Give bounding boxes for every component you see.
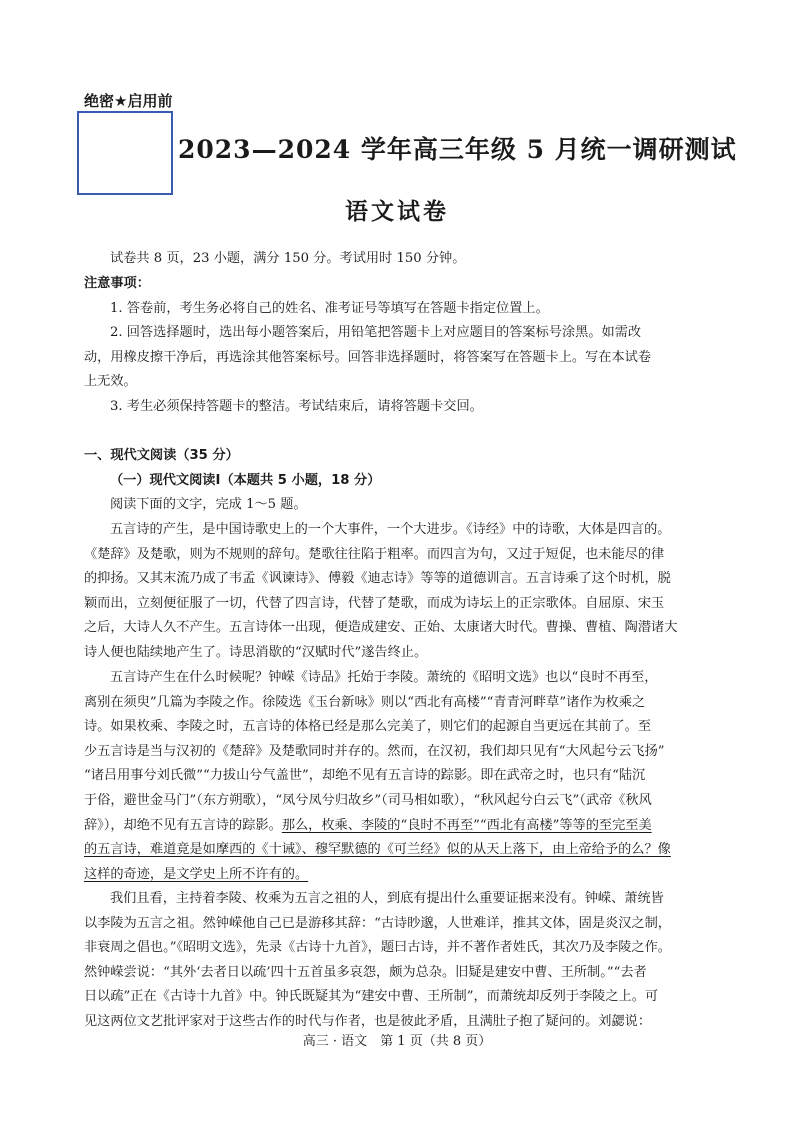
section-title: 一、现代文阅读（35 分） (84, 448, 239, 463)
reading-instruction: 阅读下面的文字，完成 1～5 题。 (110, 497, 307, 513)
passage-line (84, 838, 750, 863)
passage-line: 五言诗的产生，是中国诗歌史上的一个大事件，一个大进步。《诗经》中的诗歌，大体是四言的。 (110, 522, 671, 537)
intro-line: 试卷共 8 页，23 小题，满分 150 分。考试用时 150 分钟。 (110, 251, 466, 266)
passage-line: 的抑扬。又其末流乃成了韦孟《讽谏诗》、傅毅《迪志诗》等等的道德训言。五言诗乘了这个时机，脱 (84, 571, 671, 587)
underlined-sentence: 那么，枚乘、李陵的“良时不再至”“西北有高楼”等等的至完至美 (281, 817, 652, 833)
passage-line: 日以疏”正在《古诗十九首》中。钟氏既疑其为“建安中曹、王所制”，而萧统却反列于李陵之上。可 (84, 989, 659, 1005)
note-item: 1. 答卷前，考生务必将自己的姓名、准考证号等填写在答题卡指定位置上。 (110, 300, 549, 316)
page-footer: 高三 · 语文 第 1 页（共 8 页） (302, 1034, 492, 1049)
passage-line (84, 863, 750, 888)
confidential-mark: 绝密★启用前 (84, 92, 173, 110)
exam-intro (84, 247, 750, 272)
passage-line: 诗人便也陆续地产生了。诗思消歇的“汉赋时代”遂告终止。 (84, 644, 428, 660)
notes-block (84, 272, 750, 420)
passage-line: 然钟嵘尝说：“其外‘去者日以疏’四十五首虽多哀怨，颇为总杂。旧疑是建安中曹、王所制。”“去者 (84, 964, 647, 980)
passage-line: 非衰周之倡也。”《昭明文选》，先录《古诗十九首》，题曰古诗，并不著作者姓氏，其次乃及李陵之作。 (84, 940, 671, 956)
notes-heading: 注意事项： (84, 276, 150, 291)
note-item: 3. 考生必须保持答题卡的整洁。考试结束后，请将答题卡交回。 (110, 398, 483, 414)
passage-line: 离别在须臾”几篇为李陵之作。徐陵选《玉台新咏》则以“西北有高楼”“青青河畔草”诸作为枚乘之 (84, 694, 646, 710)
subsection-title: （一）现代文阅读Ⅰ（本题共 5 小题，18 分） (110, 472, 381, 488)
underlined-sentence: 的五言诗，难道竟是如摩西的《十诫》、穆罕默德的《可兰经》似的从天上落下，由上帝给予的么？像 (84, 842, 671, 858)
passage-line: 少五言诗是当与汉初的《楚辞》及楚歌同时并存的。然而，在汉初，我们却只见有“大风起兮云飞扬” (84, 743, 665, 759)
note-item: 上无效。 (84, 374, 137, 390)
passage-line: 《楚辞》及楚歌，则为不规则的辞句。楚歌往往陷于粗率。而四言为句，又过于短促，也未能尽的律 (84, 546, 665, 562)
passage-line: 见这两位文艺批评家对于这些古作的时代与作者，也是彼此矛盾，且满肚子抱了疑问的。刘勰说： (84, 1013, 652, 1029)
passage-text: 辞》），却绝不见有五言诗的踪影。 (84, 817, 282, 833)
passage-line (84, 814, 750, 839)
note-item: 动，用橡皮擦干净后，再选涂其他答案标号。回答非选择题时，将答案写在答题卡上。写在本试卷 (84, 349, 652, 365)
passage-paragraph-2 (84, 666, 750, 887)
passage-paragraph-3 (84, 887, 750, 1035)
underlined-sentence: 这样的奇迹，是文学史上所不许有的。 (84, 866, 309, 882)
passage-line: 以李陵为五言之祖。然钟嵘他自己已是游移其辞：“古诗眇邈，人世难详，推其文体，固是炎汉之制， (84, 915, 671, 931)
passage-line: 于俗，避世金马门”（东方朔歌），“凤兮凤兮归故乡”（司马相如歌），“秋风起兮白云飞”（武帝《秋风 (84, 792, 652, 808)
passage-line: 之后，大诗人久不产生。五言诗体一出现，便造成建安、正始、太康诸大时代。曹操、曹植、陶潜诸大 (84, 620, 678, 636)
photo-box (77, 111, 173, 195)
section-header (84, 444, 750, 518)
passage-line: “诸吕用事兮刘氏微”“力拔山兮气盖世”，却绝不见有五言诗的踪影。即在武帝之时，也只有“陆沉 (84, 768, 646, 784)
note-item: 2. 回答选择题时，选出每小题答案后，用铅笔把答题卡上对应题目的答案标号涂黑。如需改 (110, 325, 642, 341)
passage-line: 颖而出，立刻便征服了一切，代替了四言诗，代替了楚歌，而成为诗坛上的正宗歌体。自屈原、宋玉 (84, 595, 665, 611)
passage-line: 我们且看，主持着李陵、枚乘为五言之祖的人，到底有提出什么重要证据来没有。钟嵘、萧统皆 (110, 891, 664, 906)
passage-paragraph-1 (84, 518, 750, 666)
subject-title: 语文试卷 (345, 199, 449, 225)
exam-title: 2023—2024 学年高三年级 5 月统一调研测试 (178, 135, 737, 164)
passage-line: 五言诗产生在什么时候呢？钟嵘《诗品》托始于李陵。萧统的《昭明文选》也以“良时不再至， (110, 670, 658, 685)
passage-line: 诗。如果枚乘、李陵之时，五言诗的体格已经是那么完美了，则它们的起源自当更远在其前了。至 (84, 719, 652, 735)
